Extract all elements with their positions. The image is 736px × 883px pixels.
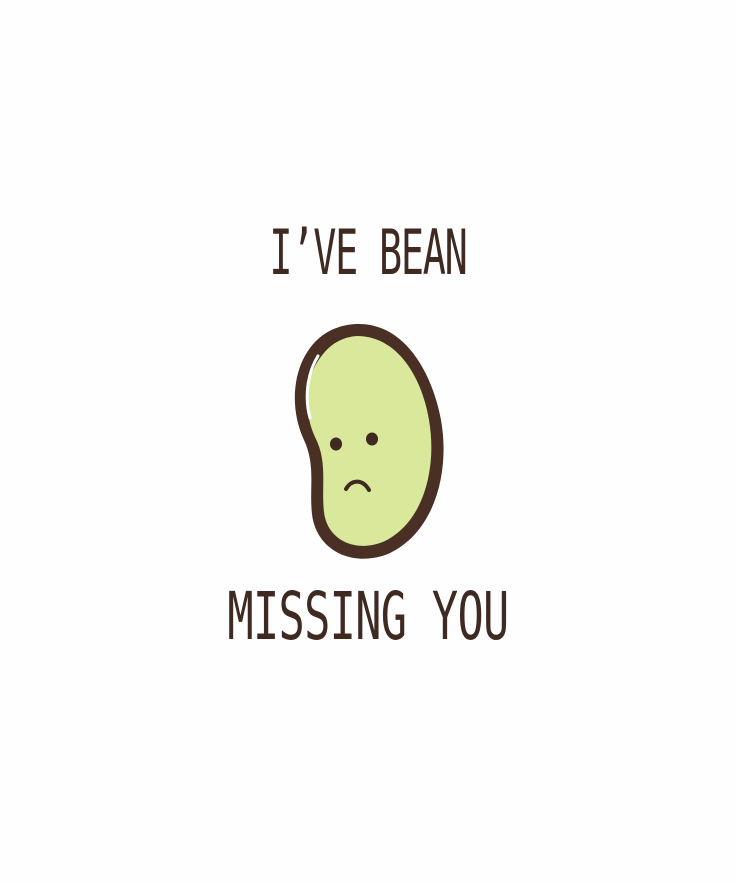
bean-left-eye <box>330 438 342 451</box>
bean-right-eye <box>366 433 378 446</box>
headline-bottom-text: MISSING YOU <box>227 578 509 655</box>
headline-top-text: I’VE BEAN <box>269 216 467 289</box>
